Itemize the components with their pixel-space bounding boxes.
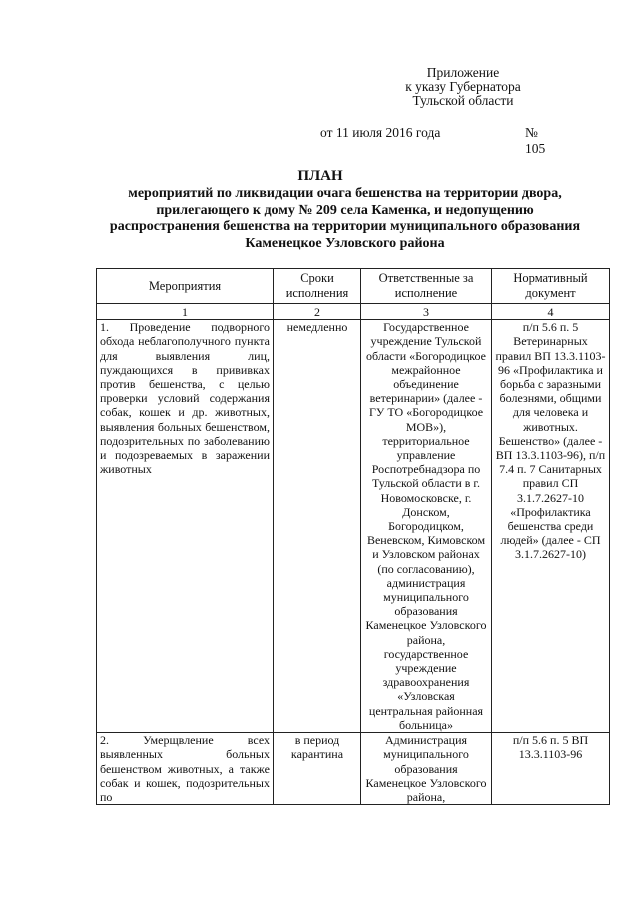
row-2-responsible: Администрация муниципального образования Каменецкое Узловского района, bbox=[361, 733, 492, 805]
row-2-measure: 2. Умерщвление всех выявленных больных бешенством животных, а также собак и кошек, подозрительных по bbox=[97, 733, 274, 805]
row-1-document: п/п 5.6 п. 5 Ветеринарных правил ВП 13.3.1103-96 «Профилактика и борьба с заразными болезнями, общими для человека и животных. Бешенство» (далее - ВП 13.3.1103-96), п/п 7.4 п. 7 Санитарных правил СП 3.1.7.2627-10 «Профилактика бешенства среди людей» (далее - СП 3.1.7.2627-10) bbox=[492, 320, 610, 733]
header-measures: Мероприятия bbox=[97, 269, 274, 304]
header-responsible: Ответственные за исполнение bbox=[361, 269, 492, 304]
col-number-2: 2 bbox=[274, 304, 361, 320]
col-number-1: 1 bbox=[97, 304, 274, 320]
plan-table bbox=[96, 268, 610, 805]
header-terms: Сроки исполнения bbox=[274, 269, 361, 304]
col-number-3: 3 bbox=[361, 304, 492, 320]
table-header-row bbox=[97, 269, 610, 304]
row-1-responsible: Государственное учреждение Тульской области «Богородицкое межрайонное объединение ветеринарии» (далее - ГУ ТО «Богородицкое МОВ»), территориальное управление Роспотребнадзора по Тульской области в г. Новомосковске, г. Донском, Богородицком, Веневском, Кимовском и Узловском районах (по согласованию), администрация муниципального образования Каменецкое Узловского района, государственное учреждение здравоохранения «Узловская центральная районная больница» bbox=[361, 320, 492, 733]
row-1-measure: 1. Проведение подворного обхода неблагополучного пункта для выявления лиц, пуждающихся в прививках против бешенства, с целью проверки условий содержания собак, кошек и др. животных, выявления больных бешенством, подозрительных по заболеванию и подозреваемых в заражении животных bbox=[97, 320, 274, 733]
document-title: ПЛАН bbox=[297, 168, 343, 184]
row-2-document: п/п 5.6 п. 5 ВП 13.3.1103-96 bbox=[492, 733, 610, 805]
appendix-line-2: к указу Губернатора bbox=[405, 79, 521, 94]
col-number-4: 4 bbox=[492, 304, 610, 320]
appendix-block bbox=[388, 66, 538, 108]
document-subtitle: мероприятий по ликвидации очага бешенства на территории двора, прилегающего к дому № 209 села Каменка, и недопущению распространения бешенства на территории муниципального образования Каменецкое Узловского района bbox=[109, 186, 581, 251]
table-row bbox=[97, 733, 610, 805]
row-2-term: в период карантина bbox=[274, 733, 361, 805]
table-number-row bbox=[97, 304, 610, 320]
header-document: Нормативный документ bbox=[492, 269, 610, 304]
decree-number: № 105 bbox=[525, 125, 546, 156]
decree-date: от 11 июля 2016 года bbox=[320, 125, 441, 140]
appendix-line-3: Тульской области bbox=[412, 93, 514, 108]
row-1-term: немедленно bbox=[274, 320, 361, 733]
appendix-line-1: Приложение bbox=[426, 65, 500, 80]
table-row bbox=[97, 320, 610, 733]
decree-line bbox=[320, 125, 560, 156]
